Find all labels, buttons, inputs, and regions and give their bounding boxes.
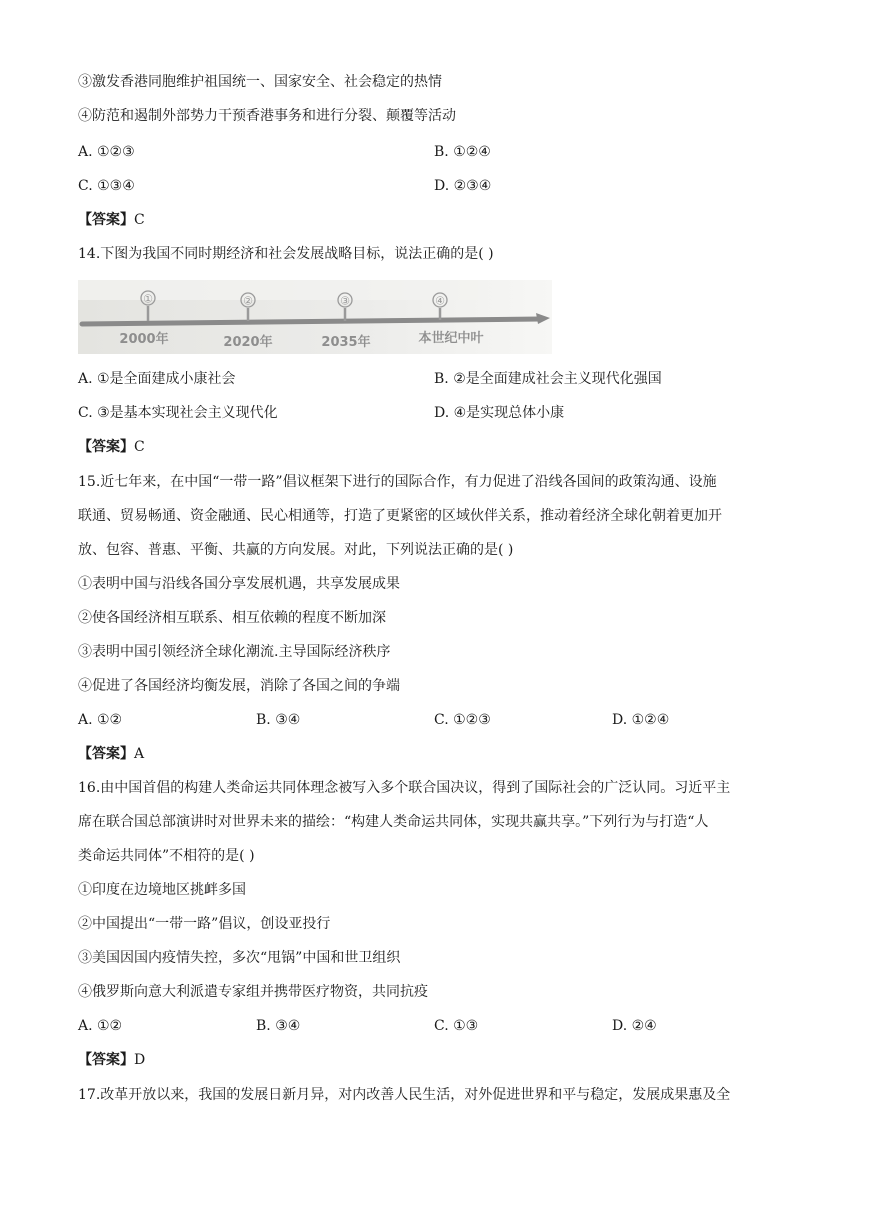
q13-option-c[interactable]: C. ①③④	[78, 178, 135, 194]
q14-option-c[interactable]: C. ③是基本实现社会主义现代化	[78, 405, 278, 421]
q15-stem-line-3: 放、包容、普惠、平衡、共赢的方向发展。对此，下列说法正确的是( )	[78, 542, 514, 558]
q15-option-c[interactable]: C. ①②③	[434, 712, 491, 728]
timeline-label-2000: 2000年	[119, 332, 169, 347]
q15-option-b[interactable]: B. ③④	[256, 712, 301, 728]
q16-answer	[78, 1050, 145, 1070]
marker-label: ③	[340, 294, 350, 308]
answer-value: D	[134, 1052, 146, 1068]
timeline-label-2020: 2020年	[223, 335, 273, 350]
q14-answer	[78, 437, 145, 457]
q16-statement-1: ①印度在边境地区挑衅多国	[78, 882, 246, 898]
q15-stem-line-1: 15.近七年来，在中国“一带一路”倡议框架下进行的国际合作，有力促进了沿线各国间的政策沟通、设施	[78, 474, 717, 490]
q15-stem-line-2: 联通、贸易畅通、资金融通、民心相通等，打造了更紧密的区域伙伴关系，推动着经济全球化朝着更加开	[78, 508, 722, 524]
q16-statement-4: ④俄罗斯向意大利派遣专家组并携带医疗物资，共同抗疫	[78, 984, 428, 1000]
q13-answer	[78, 210, 145, 230]
q13-option-a[interactable]: A. ①②③	[78, 144, 135, 160]
timeline-upper-shade	[78, 280, 478, 300]
q13-option-b[interactable]: B. ①②④	[434, 144, 491, 160]
answer-label: 【答案】	[78, 212, 134, 228]
marker-label: ②	[243, 294, 253, 308]
timeline-label-2035: 2035年	[321, 335, 371, 350]
q15-statement-3: ③表明中国引领经济全球化潮流.主导国际经济秩序	[78, 644, 391, 660]
q14-option-a[interactable]: A. ①是全面建成小康社会	[78, 371, 236, 387]
answer-value: A	[134, 746, 145, 762]
q13-statement-3: ③激发香港同胞维护祖国统一、国家安全、社会稳定的热情	[78, 74, 442, 90]
q15-option-d[interactable]: D. ①②④	[612, 712, 670, 728]
timeline-label-mid-century: 本世纪中叶	[418, 331, 484, 346]
q15-option-a[interactable]: A. ①②	[78, 712, 123, 728]
q15-answer	[78, 744, 144, 764]
answer-label: 【答案】	[78, 1052, 134, 1068]
q15-statement-4: ④促进了各国经济均衡发展，消除了各国之间的争端	[78, 678, 400, 694]
q16-option-d[interactable]: D. ②④	[612, 1018, 657, 1034]
answer-value: C	[134, 212, 145, 228]
development-timeline-figure	[78, 280, 552, 354]
marker-label: ④	[435, 294, 445, 308]
answer-label: 【答案】	[78, 439, 134, 455]
q14-option-d[interactable]: D. ④是实现总体小康	[434, 405, 565, 421]
q16-option-c[interactable]: C. ①③	[434, 1018, 479, 1034]
q14-stem: 14.下图为我国不同时期经济和社会发展战略目标，说法正确的是( )	[78, 246, 494, 262]
q15-statement-1: ①表明中国与沿线各国分享发展机遇，共享发展成果	[78, 576, 400, 592]
q16-statement-3: ③美国因国内疫情失控，多次“甩锅”中国和世卫组织	[78, 950, 401, 966]
q15-statement-2: ②使各国经济相互联系、相互依赖的程度不断加深	[78, 610, 386, 626]
q14-option-b[interactable]: B. ②是全面建成社会主义现代化强国	[434, 371, 662, 387]
q17-stem-line-1: 17.改革开放以来，我国的发展日新月异，对内改善人民生活，对外促进世界和平与稳定，发展成果惠及全	[78, 1087, 731, 1103]
q16-option-a[interactable]: A. ①②	[78, 1018, 123, 1034]
q16-stem-line-3: 类命运共同体”不相符的是( )	[78, 848, 255, 864]
q13-option-d[interactable]: D. ②③④	[434, 178, 492, 194]
q16-statement-2: ②中国提出“一带一路”倡议，创设亚投行	[78, 916, 331, 932]
q16-stem-line-1: 16.由中国首倡的构建人类命运共同体理念被写入多个联合国决议，得到了国际社会的广泛认同。习近平主	[78, 780, 731, 796]
answer-label: 【答案】	[78, 746, 134, 762]
marker-label: ①	[143, 292, 153, 306]
q16-option-b[interactable]: B. ③④	[256, 1018, 301, 1034]
q16-stem-line-2: 席在联合国总部演讲时对世界未来的描绘：“构建人类命运共同体，实现共赢共享。”下列行为与打造“人	[78, 814, 709, 830]
q13-statement-4: ④防范和遏制外部势力干预香港事务和进行分裂、颠覆等活动	[78, 108, 456, 124]
answer-value: C	[134, 439, 145, 455]
